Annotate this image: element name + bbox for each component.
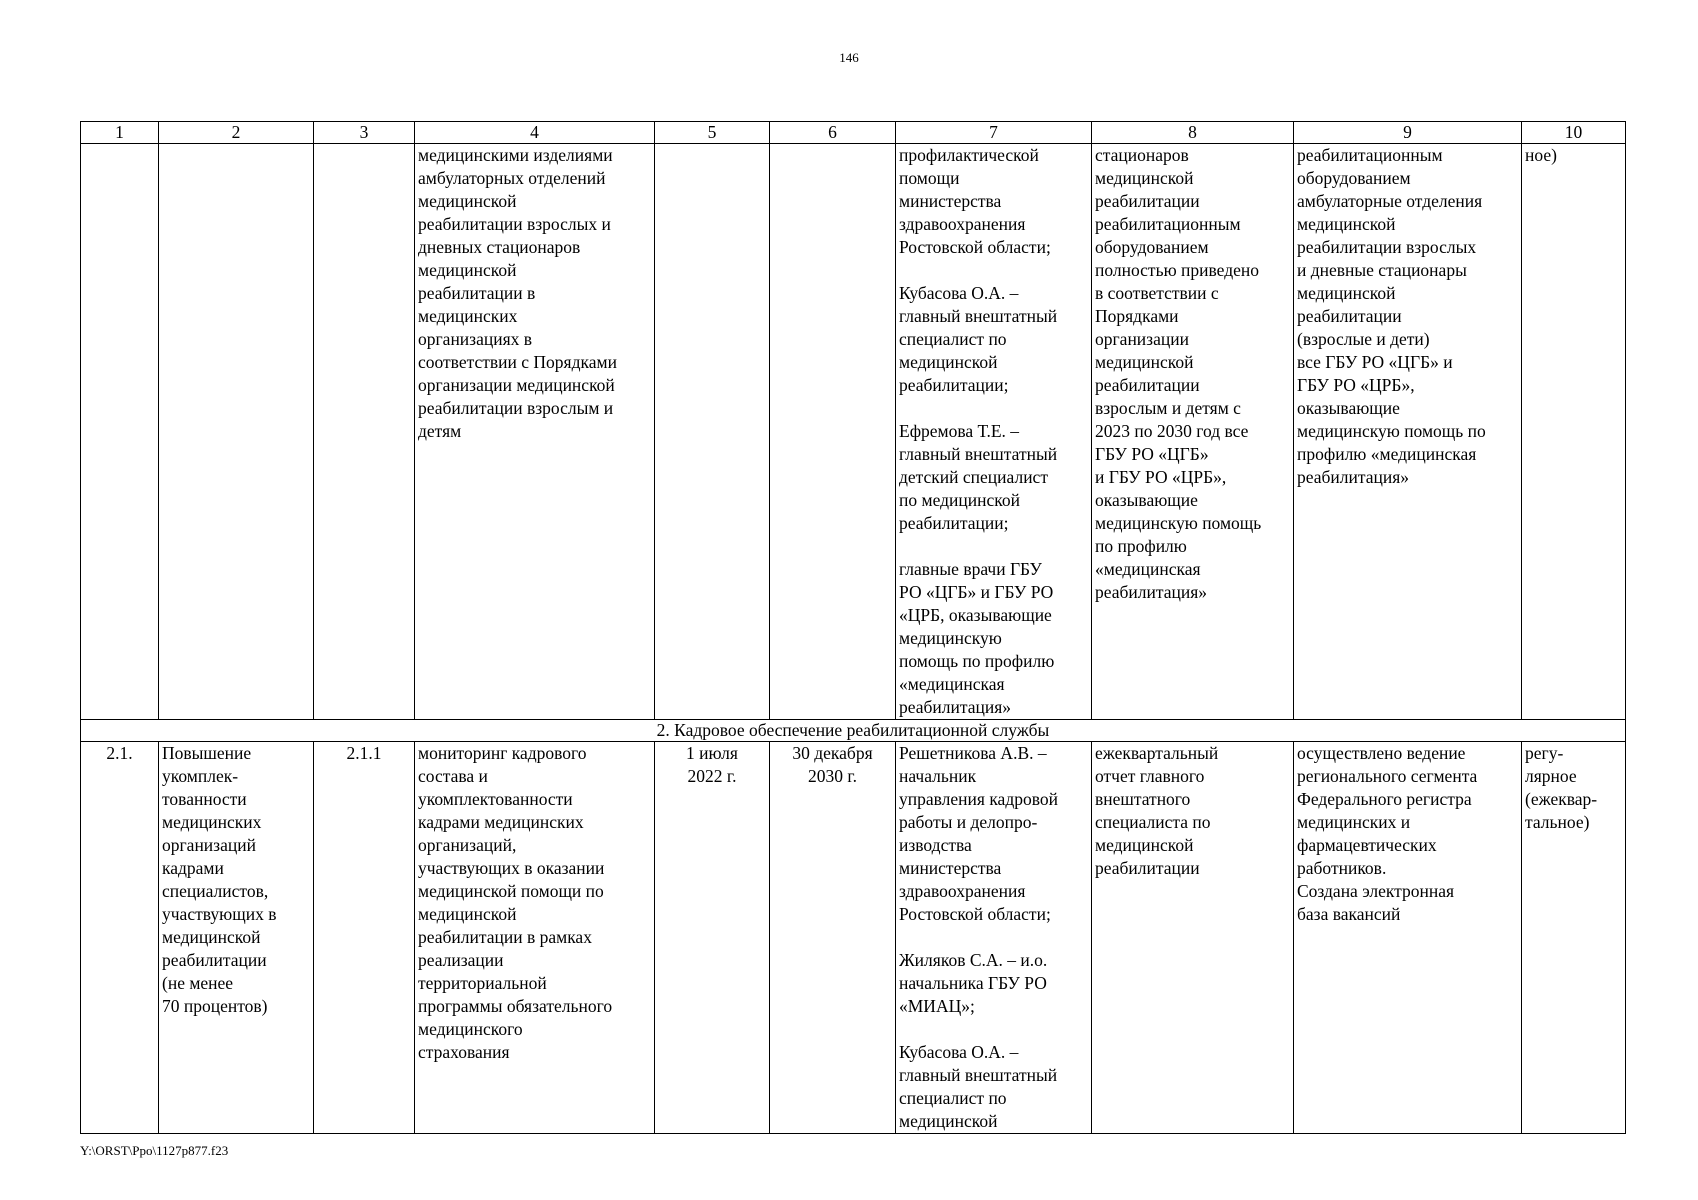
cell-measure [415,742,655,1134]
cell-text-line: по профилю [1095,536,1187,556]
column-number: 1 [81,122,159,144]
column-number: 6 [770,122,896,144]
cell-text-line: 30 декабря [792,743,873,763]
cell-text-line: регионального сегмента [1297,766,1478,786]
cell-text-line: реабилитации в [418,283,536,303]
cell-text-line: министерства [899,191,1002,211]
cell-text-line: и дневные стационары [1297,260,1467,280]
cell-text-line: министерства [899,858,1002,878]
cell-result [1092,742,1294,1134]
cell-responsible [896,742,1092,1134]
cell-text-line: Ростовской области; [899,237,1051,257]
cell-text-line: оборудованием [1297,168,1411,188]
cell-text-line: организации медицинской [418,375,615,395]
cell-text-line: «ЦРБ, оказывающие [899,605,1052,625]
cell-end-date [770,742,896,1134]
cell-text-line: страхования [418,1042,510,1062]
cell-measure-number [314,144,415,720]
page-number: 146 [839,50,859,65]
cell-text-line: управления кадровой [899,789,1058,809]
cell-text-line: полностью приведено [1095,260,1259,280]
cell-text-line: соответствии с Порядками [418,352,617,372]
cell-text-line: кадрами медицинских [418,812,584,832]
blank-line [899,259,1088,282]
cell-text-line: организации [1095,329,1189,349]
cell-text-line: медицинскую помощь по [1297,421,1486,441]
cell-text-line: медицинской [418,904,517,924]
cell-text-line: медицинскими изделиями [418,145,613,165]
cell-text-line: главный внештатный [899,306,1058,326]
cell-text-line: участвующих в оказании [418,858,605,878]
cell-text-line: медицинской [162,927,261,947]
cell-text-line: (взрослые и дети) [1297,329,1430,349]
cell-text-line: в соответствии с [1095,283,1219,303]
blank-line [899,535,1088,558]
cell-text-line: помощи [899,168,960,188]
cell-text-line: внештатного [1095,789,1191,809]
plan-table [80,121,1626,1134]
cell-text-line: реабилитация» [1297,467,1410,487]
cell-text-line: 2030 г. [808,766,857,786]
cell-text-line: оказывающие [1297,398,1400,418]
cell-text-line: мониторинг кадрового [418,743,587,763]
column-number: 10 [1522,122,1626,144]
cell-text-line: Федерального регистра [1297,789,1472,809]
cell-text-line: медицинского [418,1019,523,1039]
cell-end-date [770,144,896,720]
cell-text-line: реализации [418,950,504,970]
column-number: 2 [159,122,314,144]
cell-text-line: ГБУ РО «ЦГБ» [1095,444,1209,464]
cell-text-line: медицинской [1095,352,1194,372]
cell-text-line: кадрами [162,858,224,878]
cell-text-line: регу- [1525,743,1564,763]
section-row [81,720,1626,742]
cell-text-line: стационаров [1095,145,1189,165]
cell-measure [415,144,655,720]
cell-text-line: медицинской помощи по [418,881,604,901]
column-number: 9 [1294,122,1522,144]
cell-indicator [1294,144,1522,720]
cell-text-line: реабилитации; [899,375,1009,395]
cell-text-line: реабилитации [1095,375,1200,395]
table-row [81,144,1626,720]
cell-text-line: специалист по [899,1088,1007,1108]
cell-text-line: 70 процентов) [162,996,268,1016]
cell-text-line: здравоохранения [899,881,1026,901]
cell-text-line: «медицинская [1095,559,1201,579]
cell-text-line: укомплек- [162,766,239,786]
cell-text-line: реабилитации; [899,513,1009,533]
column-number: 3 [314,122,415,144]
cell-text-line: территориальной [418,973,547,993]
cell-text-line: 2022 г. [687,766,737,786]
cell-text-line: 2023 по 2030 год все [1095,421,1249,441]
blank-line [899,1018,1088,1041]
cell-text-line: организаций [162,835,256,855]
cell-text-line: реабилитации [1095,858,1200,878]
cell-text-line: реабилитации взрослых [1297,237,1477,257]
cell-text-line: профилактической [899,145,1039,165]
cell-text-line: специалиста по [1095,812,1211,832]
cell-text-line: ное) [1525,145,1557,165]
cell-text-line: медицинской [1297,283,1396,303]
cell-text-line: работников. [1297,858,1387,878]
cell-text-line: амбулаторных отделений [418,168,606,188]
blank-line [899,926,1088,949]
cell-text-line: медицинской [899,1111,998,1131]
cell-text-line: лярное [1525,766,1577,786]
cell-text-line: по медицинской [899,490,1020,510]
cell-text-line: начальник [899,766,977,786]
cell-text-line: участвующих в [162,904,277,924]
cell-text-line: состава и [418,766,488,786]
cell-text-line: Ростовской области; [899,904,1051,924]
cell-text-line: РО «ЦГБ» и ГБУ РО [899,582,1054,602]
table-row [81,742,1626,1134]
blank-line [899,397,1088,420]
cell-text-line: организаций, [418,835,517,855]
cell-text-line: детям [418,421,462,441]
cell-text-line: Ефремова Т.Е. – [899,421,1020,441]
cell-text-line: реабилитации [1297,306,1402,326]
cell-text-line: «медицинская [899,674,1005,694]
cell-text-line: медицинской [418,260,517,280]
cell-text-line: реабилитация» [899,697,1012,717]
cell-text-line: (не менее [162,973,234,993]
cell-text-line: медицинской [418,191,517,211]
cell-text-line: медицинских [162,812,262,832]
cell-start-date [655,742,770,1134]
cell-text-line: оказывающие [1095,490,1198,510]
cell-text-line: специалистов, [162,881,269,901]
cell-text-line: фармацевтических [1297,835,1437,855]
cell-start-date [655,144,770,720]
cell-text-line: изводства [899,835,972,855]
cell-text-line: «МИАЦ»; [899,996,975,1016]
cell-text-line: амбулаторные отделения [1297,191,1483,211]
cell-text-line: отчет главного [1095,766,1205,786]
cell-text-line: Кубасова О.А. – [899,1042,1019,1062]
cell-frequency [1522,742,1626,1134]
cell-indicator [1294,742,1522,1134]
cell-text-line: дневных стационаров [418,237,581,257]
cell-text-line: организациях в [418,329,533,349]
cell-task [159,144,314,720]
cell-text-line: главный внештатный [899,1065,1058,1085]
cell-measure-number: 2.1.1 [314,742,415,1134]
cell-responsible [896,144,1092,720]
cell-result [1092,144,1294,720]
cell-text-line: программы обязательного [418,996,613,1016]
cell-text-line: база вакансий [1297,904,1401,924]
cell-text-line: медицинской [899,352,998,372]
cell-text-line: медицинскую [899,628,1002,648]
cell-text-line: медицинской [1095,168,1194,188]
cell-text-line: главные врачи ГБУ [899,559,1042,579]
cell-text-line: реабилитации [162,950,267,970]
cell-number: 2.1. [81,742,159,1134]
cell-text-line: осуществлено ведение [1297,743,1466,763]
cell-text-line: медицинских и [1297,812,1411,832]
file-path-footer: Y:\ORST\Ppo\1127p877.f23 [80,1143,229,1158]
cell-text-line: укомплектованности [418,789,573,809]
cell-text-line: начальника ГБУ РО [899,973,1047,993]
cell-text-line: тованности [162,789,247,809]
cell-text-line: работы и делопро- [899,812,1038,832]
cell-text-line: все ГБУ РО «ЦГБ» и [1297,352,1453,372]
cell-text-line: реабилитационным [1297,145,1443,165]
cell-text-line: оборудованием [1095,237,1209,257]
cell-text-line: Кубасова О.А. – [899,283,1019,303]
cell-text-line: Создана электронная [1297,881,1455,901]
cell-text-line: медицинской [1297,214,1396,234]
cell-text-line: реабилитация» [1095,582,1208,602]
cell-text-line: детский специалист [899,467,1048,487]
column-number: 7 [896,122,1092,144]
cell-text-line: реабилитационным [1095,214,1241,234]
cell-text-line: и ГБУ РО «ЦРБ», [1095,467,1227,487]
cell-text-line: тальное) [1525,812,1590,832]
column-number: 5 [655,122,770,144]
cell-text-line: реабилитации [1095,191,1200,211]
cell-text-line: ежеквартальный [1095,743,1219,763]
cell-text-line: специалист по [899,329,1007,349]
cell-frequency [1522,144,1626,720]
cell-number [81,144,159,720]
cell-text-line: профилю «медицинская [1297,444,1477,464]
cell-text-line: реабилитации взрослым и [418,398,614,418]
cell-text-line: Повышение [162,743,252,763]
cell-text-line: реабилитации в рамках [418,927,592,947]
cell-text-line: взрослым и детям с [1095,398,1241,418]
column-number: 4 [415,122,655,144]
cell-text-line: медицинских [418,306,518,326]
cell-text-line: Жиляков С.А. – и.о. [899,950,1048,970]
cell-text-line: главный внештатный [899,444,1058,464]
section-title: 2. Кадровое обеспечение реабилитационной службы [81,720,1626,742]
cell-text-line: 1 июля [686,743,738,763]
column-number: 8 [1092,122,1294,144]
cell-text-line: Решетникова А.В. – [899,743,1047,763]
cell-text-line: ГБУ РО «ЦРБ», [1297,375,1415,395]
cell-task [159,742,314,1134]
cell-text-line: медицинскую помощь [1095,513,1262,533]
cell-text-line: медицинской [1095,835,1194,855]
column-number-row [81,122,1626,144]
cell-text-line: реабилитации взрослых и [418,214,611,234]
cell-text-line: помощь по профилю [899,651,1055,671]
cell-text-line: Порядками [1095,306,1179,326]
cell-text-line: здравоохранения [899,214,1026,234]
cell-text-line: (ежеквар- [1525,789,1598,809]
